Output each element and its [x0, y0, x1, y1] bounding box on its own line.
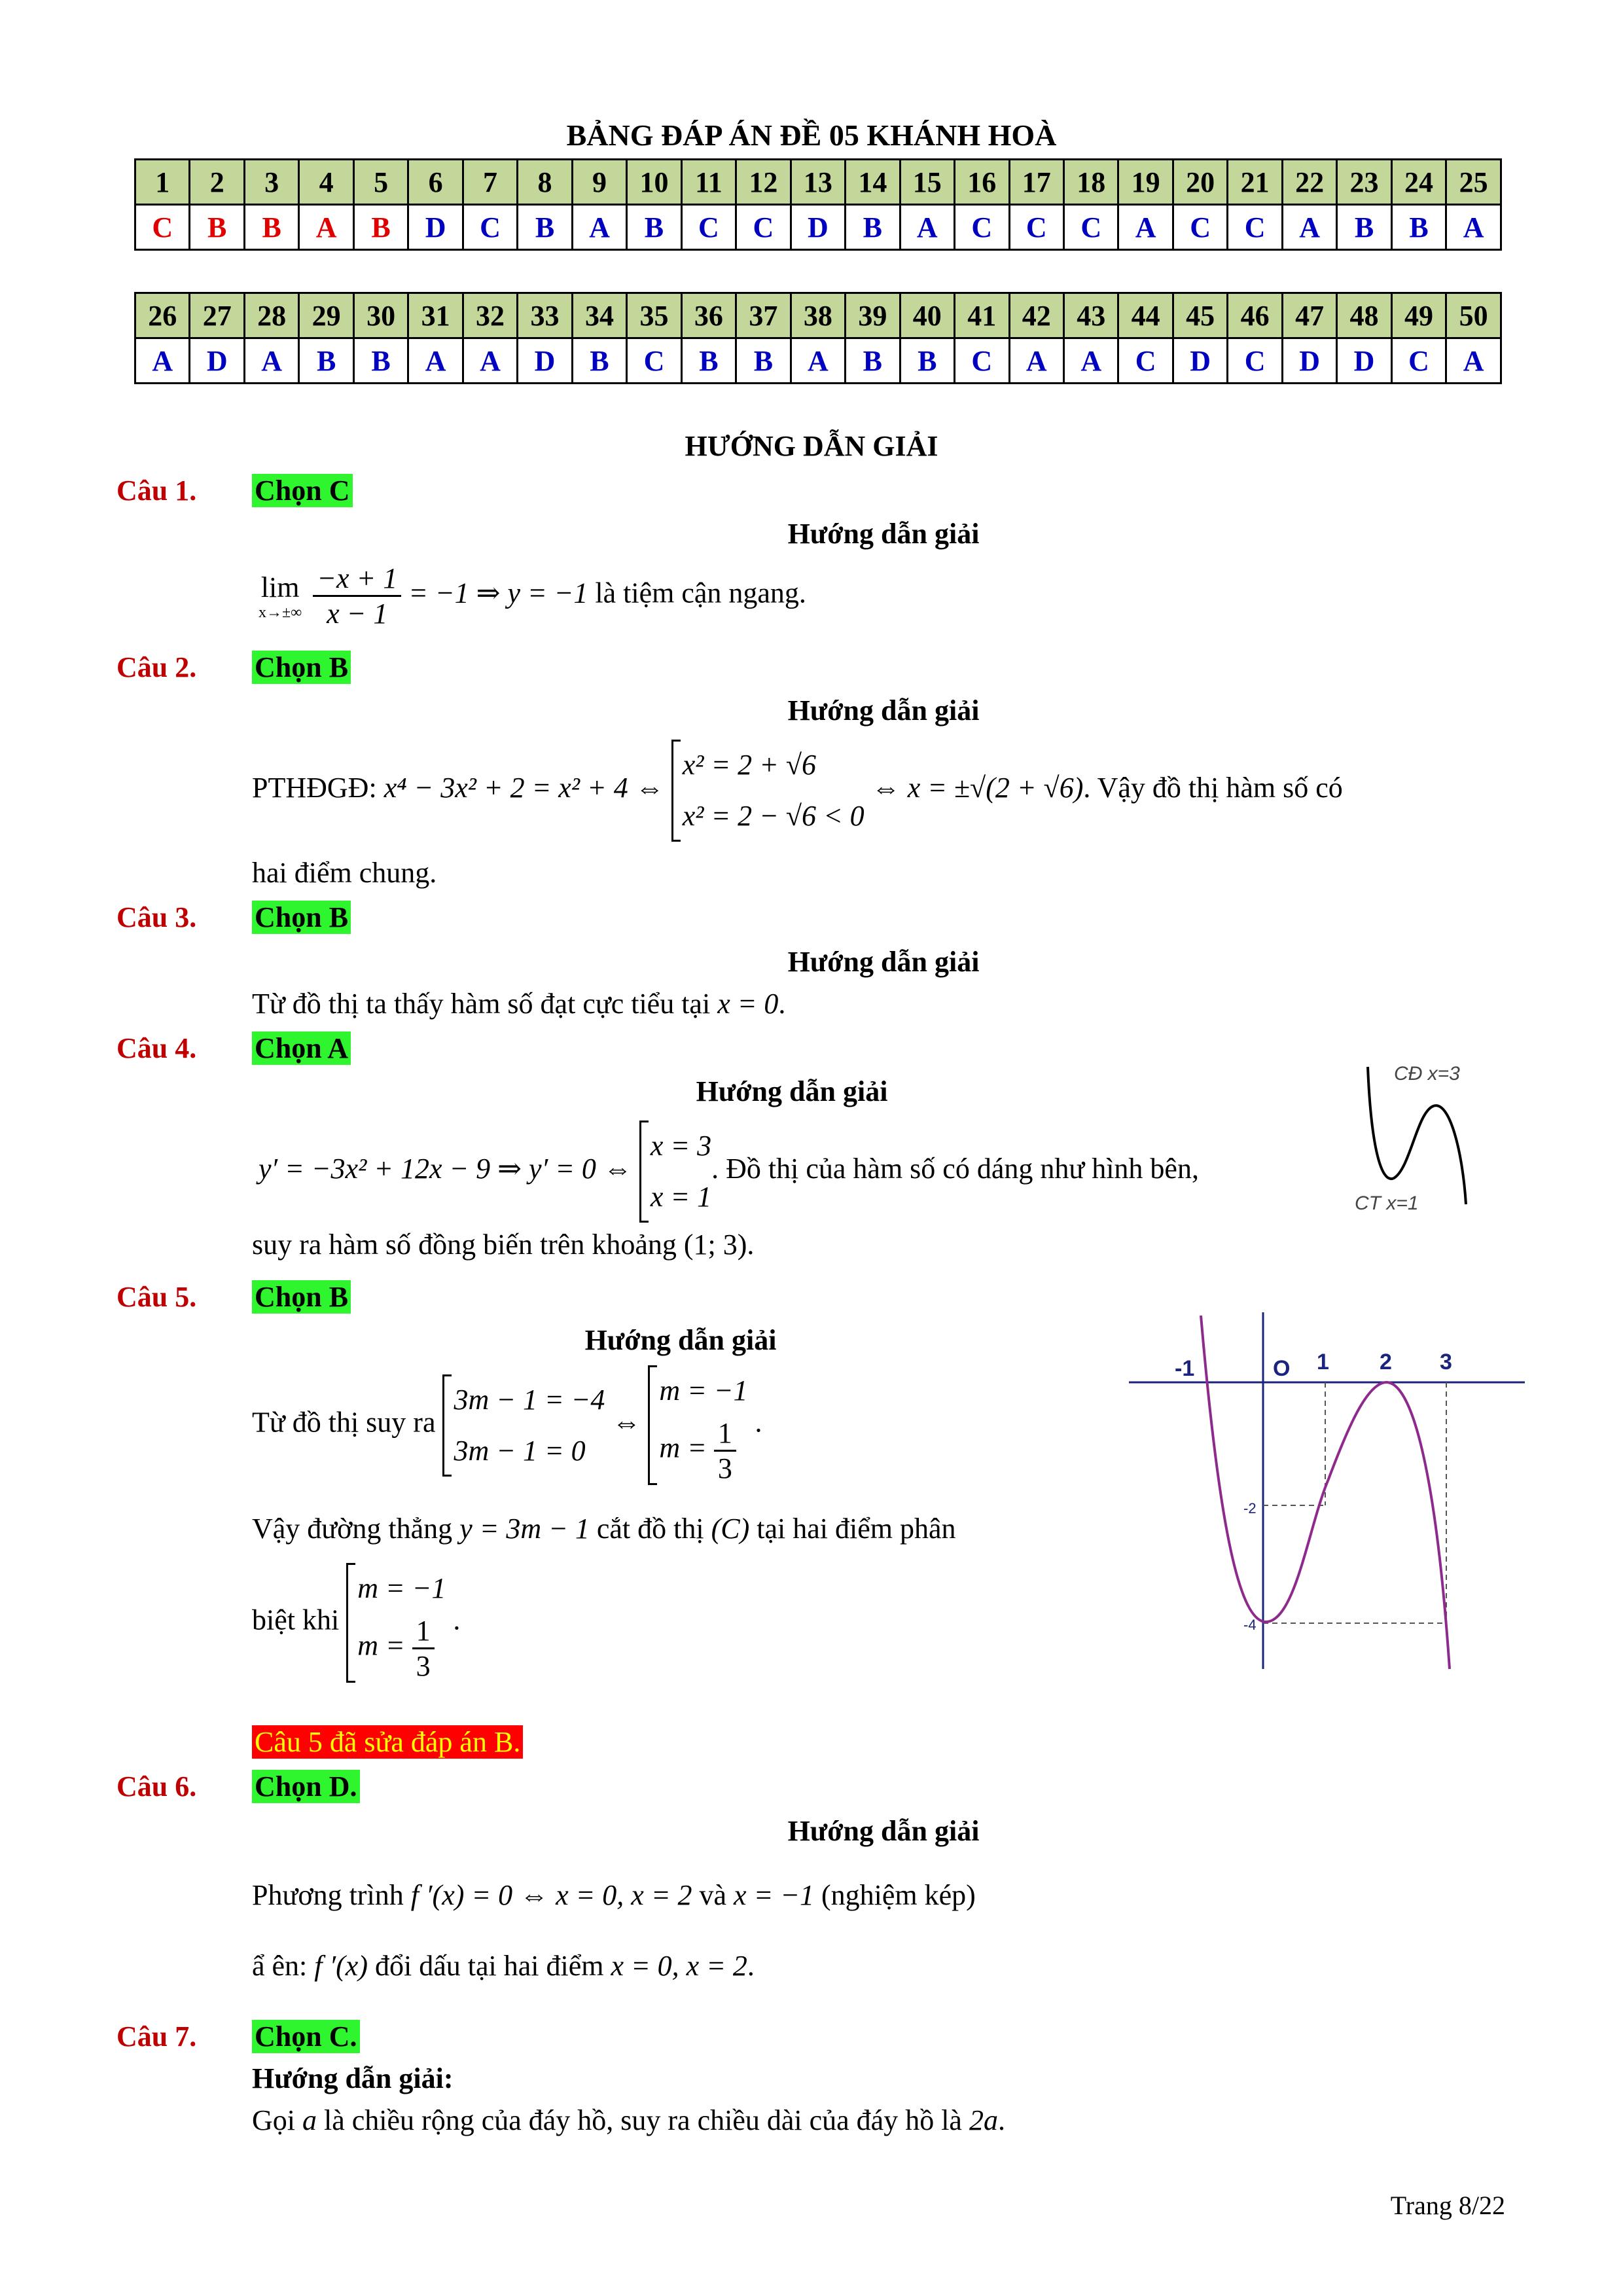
t2-number-cell: 47 — [1282, 293, 1336, 338]
t1-answer-cell: C — [1228, 205, 1282, 250]
page-number: Trang 8/22 — [1390, 2191, 1505, 2220]
q5-l2a: Vậy đường thẳng — [252, 1513, 453, 1545]
q5-gx-4: 3 — [1440, 1350, 1452, 1374]
t1-number-cell: 21 — [1228, 160, 1282, 205]
q3-hdg: Hướng dẫn giải — [787, 946, 980, 978]
t1-number-cell: 25 — [1446, 160, 1501, 205]
q5-l2b: y = 3m − 1 — [459, 1513, 590, 1545]
t1-answer-cell: C — [1173, 205, 1227, 250]
t1-number-cell: 6 — [408, 160, 463, 205]
q5-l2c: cắt đồ thị — [596, 1513, 704, 1545]
t1-answer-cell: C — [1063, 205, 1118, 250]
q5-l3-res2: m = — [357, 1629, 405, 1662]
answer-table-1 — [134, 158, 1502, 251]
q5-iff: ⇔ — [612, 1406, 641, 1439]
q5-lead: Từ đồ thị suy ra — [252, 1406, 436, 1439]
t1-number-cell: 14 — [846, 160, 900, 205]
q5-gx-1: -1 — [1175, 1356, 1195, 1381]
q4-case2: x = 1 — [650, 1181, 712, 1213]
q7-l1d: 2a — [969, 2104, 998, 2136]
t2-number-cell: 37 — [736, 293, 791, 338]
t1-number-cell: 7 — [463, 160, 517, 205]
q5-label: Câu 5. — [116, 1281, 197, 1313]
t2-number-cell: 33 — [518, 293, 572, 338]
t2-number-cell: 27 — [190, 293, 244, 338]
q3-choice: Chọn B — [252, 901, 351, 934]
t2-answer-cell: B — [572, 338, 626, 384]
q2-choice: Chọn B — [252, 651, 351, 684]
t2-number-cell: 48 — [1337, 293, 1391, 338]
q2-label: Câu 2. — [116, 651, 197, 683]
q4-case1: x = 3 — [650, 1130, 712, 1162]
answer-table-2 — [134, 292, 1502, 384]
t2-number-cell: 49 — [1391, 293, 1446, 338]
q1-lim-sub: x→±∞ — [259, 603, 302, 621]
t1-answer-cell: A — [1446, 205, 1501, 250]
q4-choice: Chọn A — [252, 1031, 351, 1065]
t1-number-cell: 22 — [1282, 160, 1336, 205]
t2-answer-cell: D — [1337, 338, 1391, 384]
q3-text-main: Từ đồ thị ta thấy hàm số đạt cực tiểu tại — [252, 988, 711, 1020]
q5-gy-2: -4 — [1243, 1617, 1257, 1633]
q1-hdg: Hướng dẫn giải — [787, 518, 980, 550]
t1-answer-cell: C — [463, 205, 517, 250]
q4-line2 — [252, 1228, 754, 1261]
q7-hdg: Hướng dẫn giải: — [252, 2062, 454, 2094]
t2-number-cell: 43 — [1063, 293, 1118, 338]
q7-l1c: là chiều rộng của đáy hồ, suy ra chiều dài của đáy hồ là — [324, 2104, 962, 2136]
q4-formula — [259, 1121, 1199, 1223]
t2-answer-cell: D — [1282, 338, 1336, 384]
t2-number-cell: 26 — [135, 293, 190, 338]
t2-number-cell: 44 — [1118, 293, 1173, 338]
q4-eq: y′ = −3x² + 12x − 9 ⇒ y′ = 0 ⇔ — [259, 1153, 632, 1185]
t1-answer-cell: C — [135, 205, 190, 250]
q4-figure — [1342, 1054, 1499, 1217]
t2-answer-cell: C — [1228, 338, 1282, 384]
t2-number-cell: 50 — [1446, 293, 1501, 338]
q5-end: . — [755, 1406, 762, 1439]
q6-choice: Chọn D. — [252, 1770, 360, 1803]
t1-number-cell: 8 — [518, 160, 572, 205]
q5-gx-o: O — [1273, 1356, 1291, 1381]
q5-l3-res1: m = −1 — [357, 1572, 446, 1604]
t2-answer-cell: B — [900, 338, 954, 384]
t1-number-cell: 17 — [1009, 160, 1063, 205]
t2-number-cell: 28 — [244, 293, 298, 338]
t2-answer-cell: D — [1173, 338, 1227, 384]
t2-answer-cell: D — [518, 338, 572, 384]
q3-eq: x = 0 — [717, 988, 779, 1020]
t1-answer-cell: D — [791, 205, 845, 250]
q1-lim: lim — [260, 571, 300, 603]
q5-note: Câu 5 đã sửa đáp án B. — [252, 1725, 523, 1759]
q5-l3-one: 1 — [412, 1614, 435, 1649]
q1-choice: Chọn C — [252, 474, 353, 507]
q5-graph — [1126, 1309, 1531, 1676]
q6-l1c: và — [699, 1879, 727, 1911]
q6-label: Câu 6. — [116, 1770, 197, 1803]
t2-number-cell: 42 — [1009, 293, 1063, 338]
q6-end: . — [747, 1950, 755, 1982]
t1-answer-cell: A — [900, 205, 954, 250]
q2-case2: x² = 2 − √6 < 0 — [682, 800, 865, 832]
t2-number-cell: 41 — [955, 293, 1009, 338]
t2-answer-cell: B — [681, 338, 736, 384]
t1-number-cell: 4 — [299, 160, 353, 205]
q4-fig-cd: CĐ x=3 — [1394, 1063, 1460, 1085]
q3-label: Câu 3. — [116, 901, 197, 933]
q4-tail: . Đồ thị của hàm số có dáng như hình bên, — [711, 1153, 1199, 1185]
q5-l3-end: . — [453, 1604, 461, 1636]
q7-end: . — [997, 2104, 1005, 2136]
q2-result: ⇔ x = ±√(2 + √6) — [871, 772, 1084, 804]
t1-number-cell: 13 — [791, 160, 845, 205]
q5-gx-2: 1 — [1317, 1350, 1329, 1374]
q3-text — [252, 987, 785, 1020]
q6-l1e: (nghiệm kép) — [821, 1879, 976, 1911]
t2-number-cell: 38 — [791, 293, 845, 338]
t1-answer-cell: A — [572, 205, 626, 250]
t2-number-cell: 40 — [900, 293, 954, 338]
t2-answer-cell: A — [1063, 338, 1118, 384]
t1-number-cell: 5 — [353, 160, 408, 205]
q2-hdg: Hướng dẫn giải — [787, 694, 980, 726]
t2-number-cell: 35 — [627, 293, 681, 338]
t1-number-cell: 19 — [1118, 160, 1173, 205]
t1-number-cell: 2 — [190, 160, 244, 205]
q5-l2d: (C) — [711, 1513, 750, 1545]
t2-answer-cell: A — [408, 338, 463, 384]
q6-l2c: đổi dấu tại hai điểm — [374, 1950, 604, 1982]
q5-line2 — [252, 1512, 956, 1545]
section-title: HƯỚNG DẪN GIẢI — [685, 430, 938, 462]
t1-answer-cell: B — [353, 205, 408, 250]
q6-hdg: Hướng dẫn giải — [787, 1815, 980, 1847]
q2-tail: . Vậy đồ thị hàm số có — [1083, 772, 1343, 804]
q5-case1: 3m − 1 = −4 — [454, 1383, 605, 1416]
q6-l1a: Phương trình — [252, 1879, 404, 1911]
q4-fig-ct: CT x=1 — [1355, 1193, 1419, 1214]
t1-number-cell: 15 — [900, 160, 954, 205]
t1-answer-cell: B — [1337, 205, 1391, 250]
t2-answer-cell: A — [244, 338, 298, 384]
t1-answer-cell: B — [190, 205, 244, 250]
q6-l2d: x = 0, x = 2 — [611, 1950, 747, 1982]
t2-answer-cell: C — [1391, 338, 1446, 384]
q1-rest: = −1 ⇒ y = −1 — [408, 577, 588, 609]
q1-label: Câu 1. — [116, 475, 197, 507]
t1-number-cell: 18 — [1063, 160, 1118, 205]
t1-number-cell: 16 — [955, 160, 1009, 205]
t2-number-cell: 32 — [463, 293, 517, 338]
t2-answer-cell: B — [846, 338, 900, 384]
q5-one: 1 — [714, 1416, 736, 1452]
t2-answer-cell: D — [190, 338, 244, 384]
q6-l2a: ẩ ên: — [252, 1950, 308, 1982]
q3-end: . — [778, 988, 786, 1020]
t1-answer-cell: A — [299, 205, 353, 250]
t1-answer-cell: C — [681, 205, 736, 250]
t1-answer-cell: D — [408, 205, 463, 250]
t1-number-cell: 3 — [244, 160, 298, 205]
t1-answer-cell: C — [736, 205, 791, 250]
t2-answer-cell: A — [135, 338, 190, 384]
q2-lead: PTHĐGĐ: — [252, 772, 377, 804]
t1-answer-cell: A — [1282, 205, 1336, 250]
t2-number-cell: 36 — [681, 293, 736, 338]
t2-number-cell: 45 — [1173, 293, 1227, 338]
t1-number-cell: 1 — [135, 160, 190, 205]
t1-answer-cell: B — [846, 205, 900, 250]
q5-choice: Chọn B — [252, 1280, 351, 1314]
q7-l1a: Gọi — [252, 2104, 295, 2136]
q5-l3-three: 3 — [416, 1650, 431, 1682]
q7-l1b: a — [302, 2104, 317, 2136]
answer-table-title: BẢNG ĐÁP ÁN ĐỀ 05 KHÁNH HOÀ — [566, 118, 1057, 152]
q5-three: 3 — [717, 1452, 732, 1484]
q5-l2e: tại hai điểm phân — [757, 1513, 956, 1545]
q5-hdg: Hướng dẫn giải — [584, 1324, 777, 1356]
t2-number-cell: 46 — [1228, 293, 1282, 338]
t1-answer-cell: A — [1118, 205, 1173, 250]
t2-answer-cell: A — [791, 338, 845, 384]
t1-answer-cell: B — [518, 205, 572, 250]
q7-choice: Chọn C. — [252, 2020, 360, 2053]
q7-line1 — [252, 2104, 1005, 2137]
q1-num: −x + 1 — [313, 562, 401, 597]
t1-answer-cell: B — [627, 205, 681, 250]
q5-case2: 3m − 1 = 0 — [454, 1434, 586, 1467]
t2-answer-cell: A — [463, 338, 517, 384]
t1-number-cell: 20 — [1173, 160, 1227, 205]
q6-line1 — [252, 1878, 976, 1912]
t2-number-cell: 29 — [299, 293, 353, 338]
t1-answer-cell: B — [1391, 205, 1446, 250]
t2-answer-cell: A — [1446, 338, 1501, 384]
t2-answer-cell: C — [1118, 338, 1173, 384]
t2-answer-cell: B — [736, 338, 791, 384]
q4-end: . — [747, 1229, 755, 1261]
q7-label: Câu 7. — [116, 2020, 197, 2053]
t2-number-cell: 39 — [846, 293, 900, 338]
t2-answer-cell: A — [1009, 338, 1063, 384]
t1-answer-cell: C — [955, 205, 1009, 250]
q1-formula — [259, 562, 806, 630]
t2-number-cell: 30 — [353, 293, 408, 338]
q6-l2b: f ′(x) — [314, 1950, 368, 1982]
q2-case1: x² = 2 + √6 — [682, 749, 816, 781]
t1-number-cell: 10 — [627, 160, 681, 205]
q5-res1: m = −1 — [659, 1374, 748, 1407]
t1-number-cell: 9 — [572, 160, 626, 205]
q5-l3: biệt khi — [252, 1604, 340, 1636]
q4-label: Câu 4. — [116, 1032, 197, 1064]
t2-answer-cell: B — [353, 338, 408, 384]
t1-number-cell: 23 — [1337, 160, 1391, 205]
t2-answer-cell: C — [627, 338, 681, 384]
t1-number-cell: 24 — [1391, 160, 1446, 205]
q2-formula — [252, 740, 1343, 842]
t2-answer-cell: B — [299, 338, 353, 384]
q6-l1b: f ′(x) = 0 ⇔ x = 0, x = 2 — [410, 1879, 692, 1911]
t1-number-cell: 12 — [736, 160, 791, 205]
q2-eq: x⁴ − 3x² + 2 = x² + 4 ⇔ — [383, 772, 664, 804]
t2-number-cell: 34 — [572, 293, 626, 338]
q1-text: là tiệm cận ngang. — [595, 577, 806, 609]
q4-line2-text: suy ra hàm số đồng biến trên khoảng — [252, 1229, 677, 1261]
q4-hdg: Hướng dẫn giải — [696, 1075, 888, 1107]
t1-answer-cell: B — [244, 205, 298, 250]
q6-l1d: x = −1 — [734, 1879, 814, 1911]
t2-number-cell: 31 — [408, 293, 463, 338]
q5-formula — [252, 1365, 762, 1485]
t2-answer-cell: C — [955, 338, 1009, 384]
q5-gy-1: -2 — [1243, 1500, 1257, 1516]
q5-gx-3: 2 — [1380, 1350, 1392, 1374]
q2-line2: hai điểm chung. — [252, 857, 437, 889]
t1-answer-cell: C — [1009, 205, 1063, 250]
q5-line3 — [252, 1563, 460, 1683]
q1-den: x − 1 — [327, 598, 388, 630]
t1-number-cell: 11 — [681, 160, 736, 205]
q5-res2: m = — [659, 1431, 707, 1464]
q6-line2 — [252, 1949, 755, 1982]
q4-interval: (1; 3) — [683, 1229, 747, 1261]
